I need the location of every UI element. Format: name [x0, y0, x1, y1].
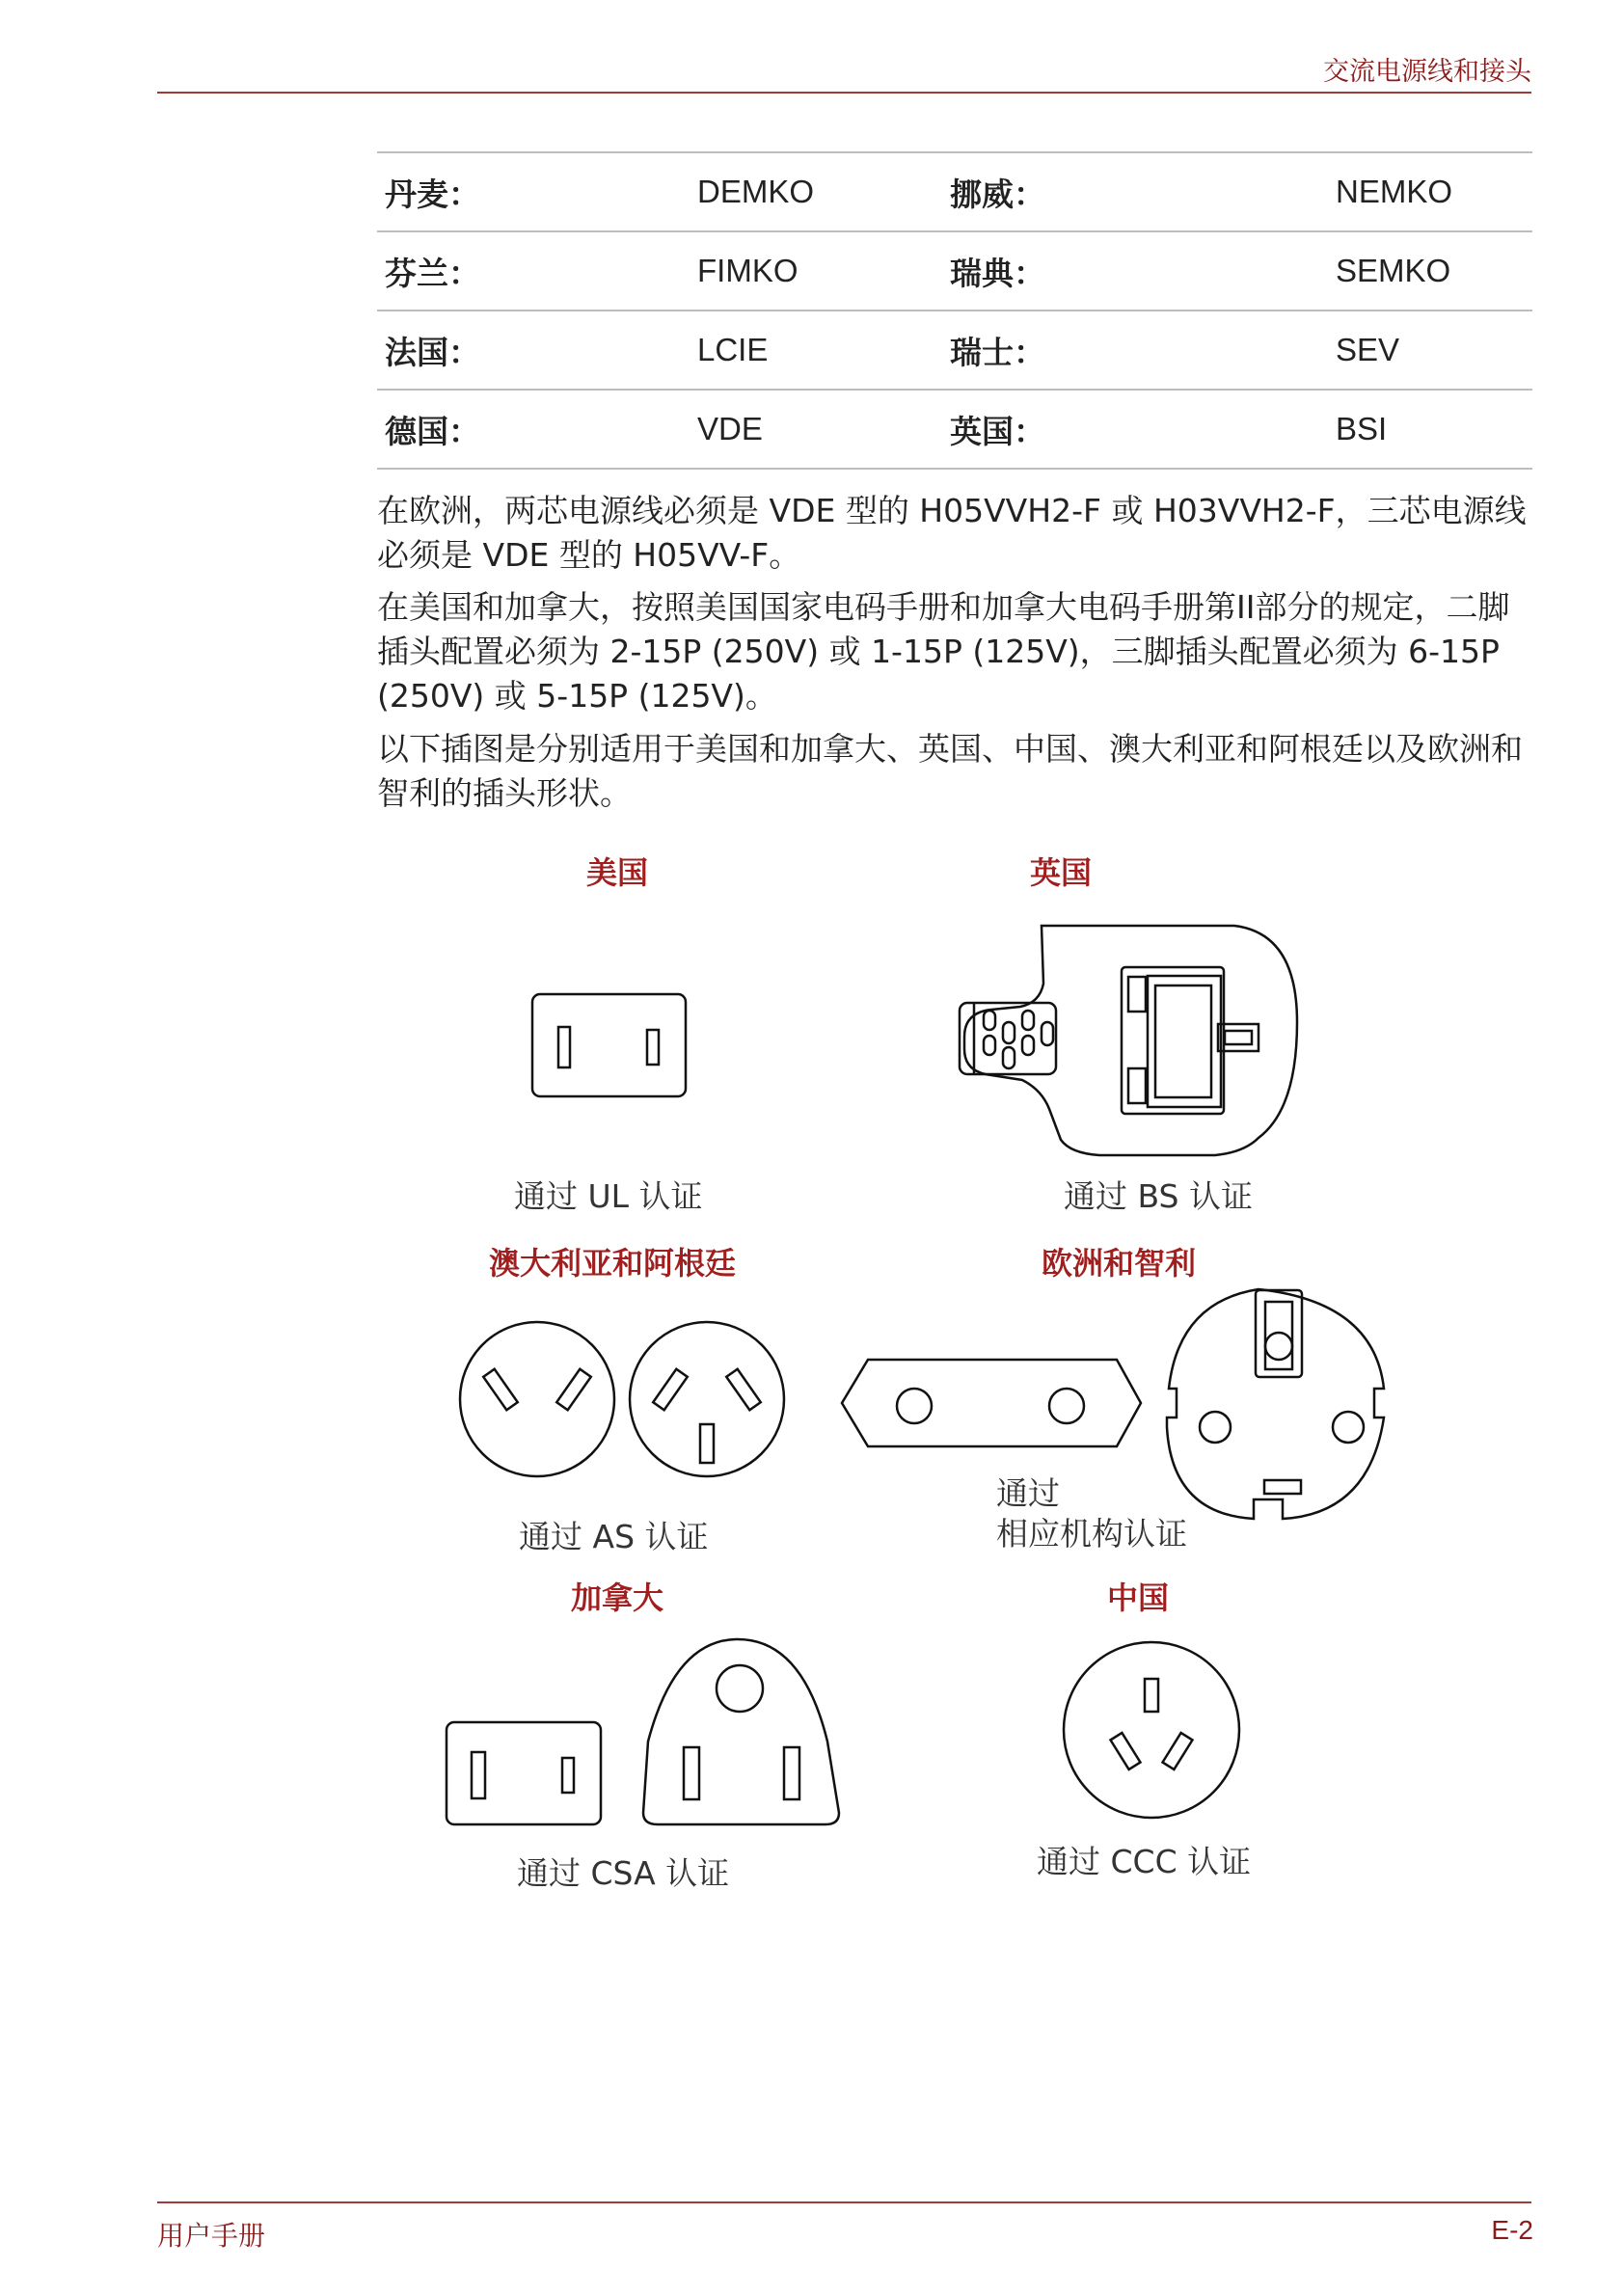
eu-plug-drawing: [842, 1289, 1384, 1519]
china-plug-drawing: [1064, 1642, 1239, 1818]
country-label: 挪威：: [942, 152, 1328, 231]
country-label: 瑞典：: [942, 231, 1328, 310]
uk-caption: 通过 BS 认证: [1064, 1177, 1253, 1215]
agency-value: VDE: [690, 390, 942, 469]
country-label: 瑞士：: [942, 310, 1328, 390]
agency-value: NEMKO: [1328, 152, 1532, 231]
country-label: 英国：: [942, 390, 1328, 469]
eu-caption-line2: 相应机构认证: [996, 1515, 1187, 1552]
us-caption: 通过 UL 认证: [514, 1177, 703, 1215]
china-caption: 通过 CCC 认证: [1037, 1843, 1252, 1880]
eu-label: 欧洲和智利: [1041, 1245, 1196, 1282]
us-plug-drawing: [532, 994, 686, 1096]
canada-plug-drawing: [447, 1639, 839, 1824]
country-label: 德国：: [377, 390, 690, 469]
paragraph-plug-shapes-intro: 以下插图是分别适用于美国和加拿大、英国、中国、澳大利亚和阿根廷以及欧洲和智利的插头形状。: [377, 730, 1523, 812]
country-label: 法国：: [377, 310, 690, 390]
running-header: 交流电源线和接头: [1323, 57, 1531, 87]
au-caption: 通过 AS 认证: [519, 1518, 709, 1555]
agency-value: FIMKO: [690, 231, 942, 310]
paragraph-europe-cords: 在欧洲，两芯电源线必须是 VDE 型的 H05VVH2-F 或 H03VVH2-F，三芯电源线必须是 VDE 型的 H05VV-F。: [377, 492, 1527, 574]
country-label: 芬兰：: [377, 231, 690, 310]
agency-value: DEMKO: [690, 152, 942, 231]
page-number: E-2: [1491, 2215, 1533, 2245]
eu-caption-line1: 通过: [996, 1474, 1060, 1512]
us-label: 美国: [585, 854, 648, 891]
paragraph-us-canada-plugs: 在美国和加拿大，按照美国国家电码手册和加拿大电码手册第II部分的规定，二脚插头配置必须为 2-15P (250V) 或 1-15P (125V)，三脚插头配置必须为 6-15P (250V) 或 5-15P (125V)。: [377, 588, 1510, 715]
uk-plug-drawing: [960, 926, 1297, 1155]
canada-label: 加拿大: [570, 1580, 663, 1616]
au-label: 澳大利亚和阿根廷: [488, 1245, 736, 1282]
agency-value: SEMKO: [1328, 231, 1532, 310]
agency-value: SEV: [1328, 310, 1532, 390]
footer-manual-title: 用户手册: [157, 2220, 266, 2252]
canada-caption: 通过 CSA 认证: [517, 1854, 730, 1892]
uk-label: 英国: [1029, 854, 1092, 891]
country-label: 丹麦：: [377, 152, 690, 231]
china-label: 中国: [1106, 1580, 1169, 1616]
agency-value: BSI: [1328, 390, 1532, 469]
au-plug-drawing: [460, 1322, 784, 1476]
footer-rule: [157, 2201, 1531, 2203]
agency-value: LCIE: [690, 310, 942, 390]
